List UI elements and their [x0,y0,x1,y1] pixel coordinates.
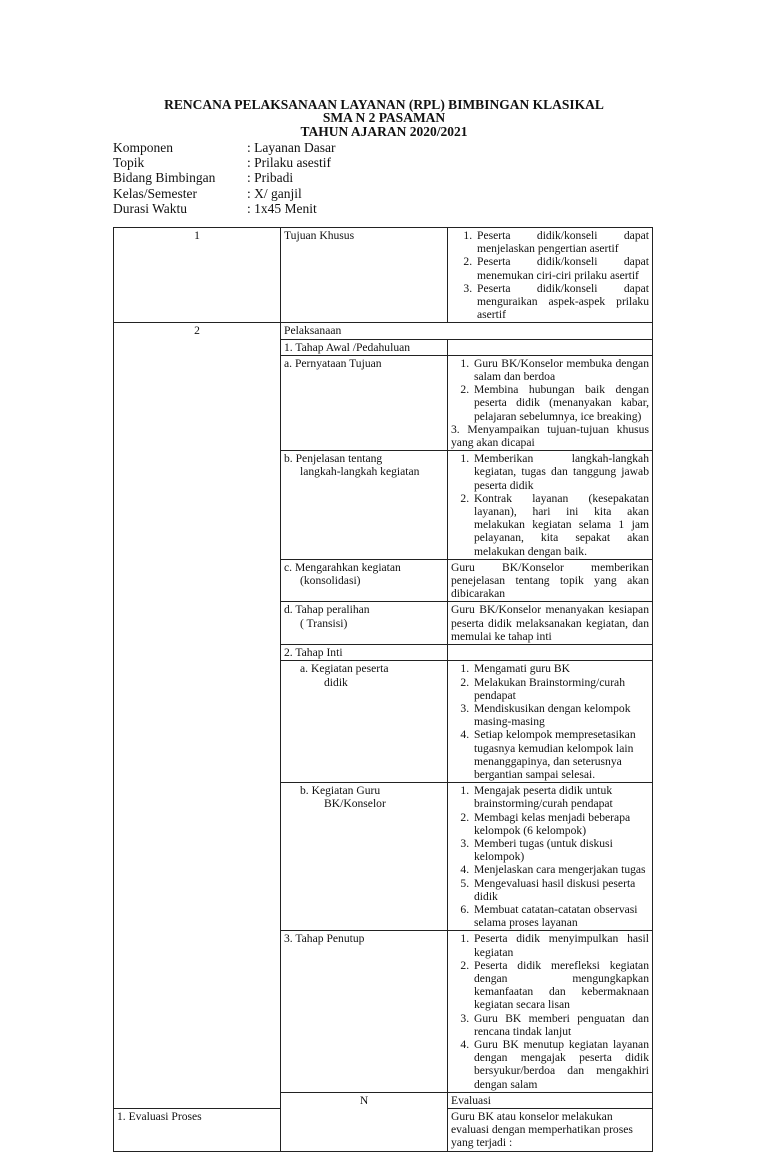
meta-value: : Prilaku asestif [247,155,331,171]
list-item: 3. Memberi tugas (untuk diskusi kelompok) [472,837,649,863]
list-item: 2. Peserta didik merefleksi kegiatan dengan mengungkapkan kemanfaatan dan kebermaknaan kegiatan secara lisan [472,959,649,1012]
sub-label-line: ( Transisi) [300,616,348,630]
meta-value: : X/ ganjil [247,185,302,201]
row-content: Guru BK/Konselor menanyakan kesiapan peserta didik melaksanakan kegiatan, dan memulai ke tahap inti [448,602,653,645]
list-item: 6. Membuat catatan-catatan observasi selama proses layanan [472,903,649,929]
list-item: 1. Peserta didik menyimpulkan hasil kegiatan [472,932,649,958]
list-item: 1. Mengajak peserta didik untuk brainstorming/curah pendapat [472,784,649,810]
list-item: 2. Membina hubungan baik dengan peserta didik (menanyakan kabar, pelajaran sebelumnya, ice breaking) [472,383,649,423]
table-row [114,323,653,339]
row-content [448,451,653,560]
list-item: 2. Membagi kelas menjadi beberapa kelompok (6 kelompok) [472,811,649,837]
list-item: 3. Menyampaikan tujuan-tujuan khusus yang akan dicapai [451,422,649,450]
list-item: 4. Guru BK menutup kegiatan layanan dengan mengajak peserta didik bersyukur/berdoa dan mengakhiri dengan salam [472,1038,649,1091]
row-content [448,931,653,1092]
document-title-line-2: SMA N 2 PASAMAN [322,110,446,125]
row-content: Guru BK atau konselor melakukan evaluasi dengan memperhatikan proses yang terjadi : [448,1109,653,1152]
list-item: 1. Memberikan langkah-langkah kegiatan, tugas dan tanggung jawab peserta didik [472,452,649,492]
row-content [448,228,653,323]
sub-label-line: d. Tahap peralihan [284,603,370,617]
section-label: Evaluasi [448,1092,653,1108]
meta-key: Topik [113,155,145,171]
meta-key: Durasi Waktu [113,200,188,216]
list-item: 3. Peserta didik/konseli dapat menguraikan aspek-aspek prilaku asertif [475,282,649,322]
sub-label-line: BK/Konselor [324,797,386,811]
row-number: 1 [114,228,281,323]
sub-label-line: didik [324,675,348,689]
meta-row-kelas [113,186,335,201]
stage-label: 3. Tahap Penutup [281,931,448,1092]
meta-key: Komponen [113,140,173,155]
list-item: 3. Guru BK memberi penguatan dan rencana tindak lanjut [472,1012,649,1038]
sub-label [281,661,448,783]
meta-value: : Pribadi [247,170,294,186]
meta-row-topik [113,155,335,170]
sub-label-line: (konsolidasi) [300,574,361,588]
meta-key: Kelas/Semester [113,185,197,201]
sub-label [281,559,448,602]
sub-label [281,783,448,931]
sub-label-line: c. Mengarahkan kegiatan [284,560,401,574]
list-item: 2. Peserta didik/konseli dapat menemukan ciri-ciri prilaku asertif [475,255,649,281]
list-item: 2. Melakukan Brainstorming/curah pendapat [472,676,649,702]
sub-label-line: b. Penjelasan tentang [284,452,383,466]
row-content: Guru BK/Konselor memberikan penejelasan tentang topik yang akan dibicarakan [448,559,653,602]
meta-value: : 1x45 Menit [247,200,317,216]
stage-label: 2. Tahap Inti [281,645,448,661]
list-item: 2. Kontrak layanan (kesepakatan layanan), hari ini kita akan melakukan kegiatan selama 1 jam pelayanan, kita sepakat akan melakukan dengan baik. [472,492,649,558]
row-content [448,783,653,931]
sub-label-line: a. Kegiatan peserta [300,662,389,676]
row-number: N [281,1092,448,1151]
row-label: Tujuan Khusus [281,228,448,323]
meta-row-bidang [113,170,335,185]
sub-label-line: b. Kegiatan Guru [300,784,381,798]
row-content [448,355,653,450]
section-label: Pelaksanaan [281,323,653,339]
list-item: 1. Peserta didik/konseli dapat menjelaskan pengertian asertif [475,229,649,255]
sub-label [281,602,448,645]
sub-label-line: langkah-langkah kegiatan [300,465,420,479]
stage-label: 1. Tahap Awal /Pedahuluan [281,339,448,355]
meta-row-komponen [113,140,335,155]
table-row [114,228,653,323]
meta-key: Bidang Bimbingan [113,170,216,186]
rpl-table [113,227,653,1152]
document-title-line-1: RENCANA PELAKSANAAN LAYANAN (RPL) BIMBINGAN KLASIKAL [164,97,604,112]
meta-value: : Layanan Dasar [247,140,336,155]
list-item: 3. Mendiskusikan dengan kelompok masing-masing [472,702,649,728]
document-title-line-3: TAHUN AJARAN 2020/2021 [300,124,468,139]
stage-label: 1. Evaluasi Proses [114,1109,281,1152]
meta-row-durasi [113,201,335,216]
list-item: 5. Mengevaluasi hasil diskusi peserta didik [472,877,649,903]
row-content [448,661,653,783]
list-item: 4. Setiap kelompok mempresetasikan tugasnya kemudian kelompok lain menanggapinya, dan seterusnya bergantian sampai selesai. [472,728,649,781]
empty-cell [448,645,653,661]
list-item: 1. Mengamati guru BK [472,662,649,675]
row-number: 2 [114,323,281,1109]
identity-block [113,140,335,216]
empty-cell [448,339,653,355]
sub-label: a. Pernyataan Tujuan [281,355,448,450]
sub-label [281,451,448,560]
list-item: 1. Guru BK/Konselor membuka dengan salam dan berdoa [472,357,649,383]
list-item: 4. Menjelaskan cara mengerjakan tugas [472,863,649,876]
